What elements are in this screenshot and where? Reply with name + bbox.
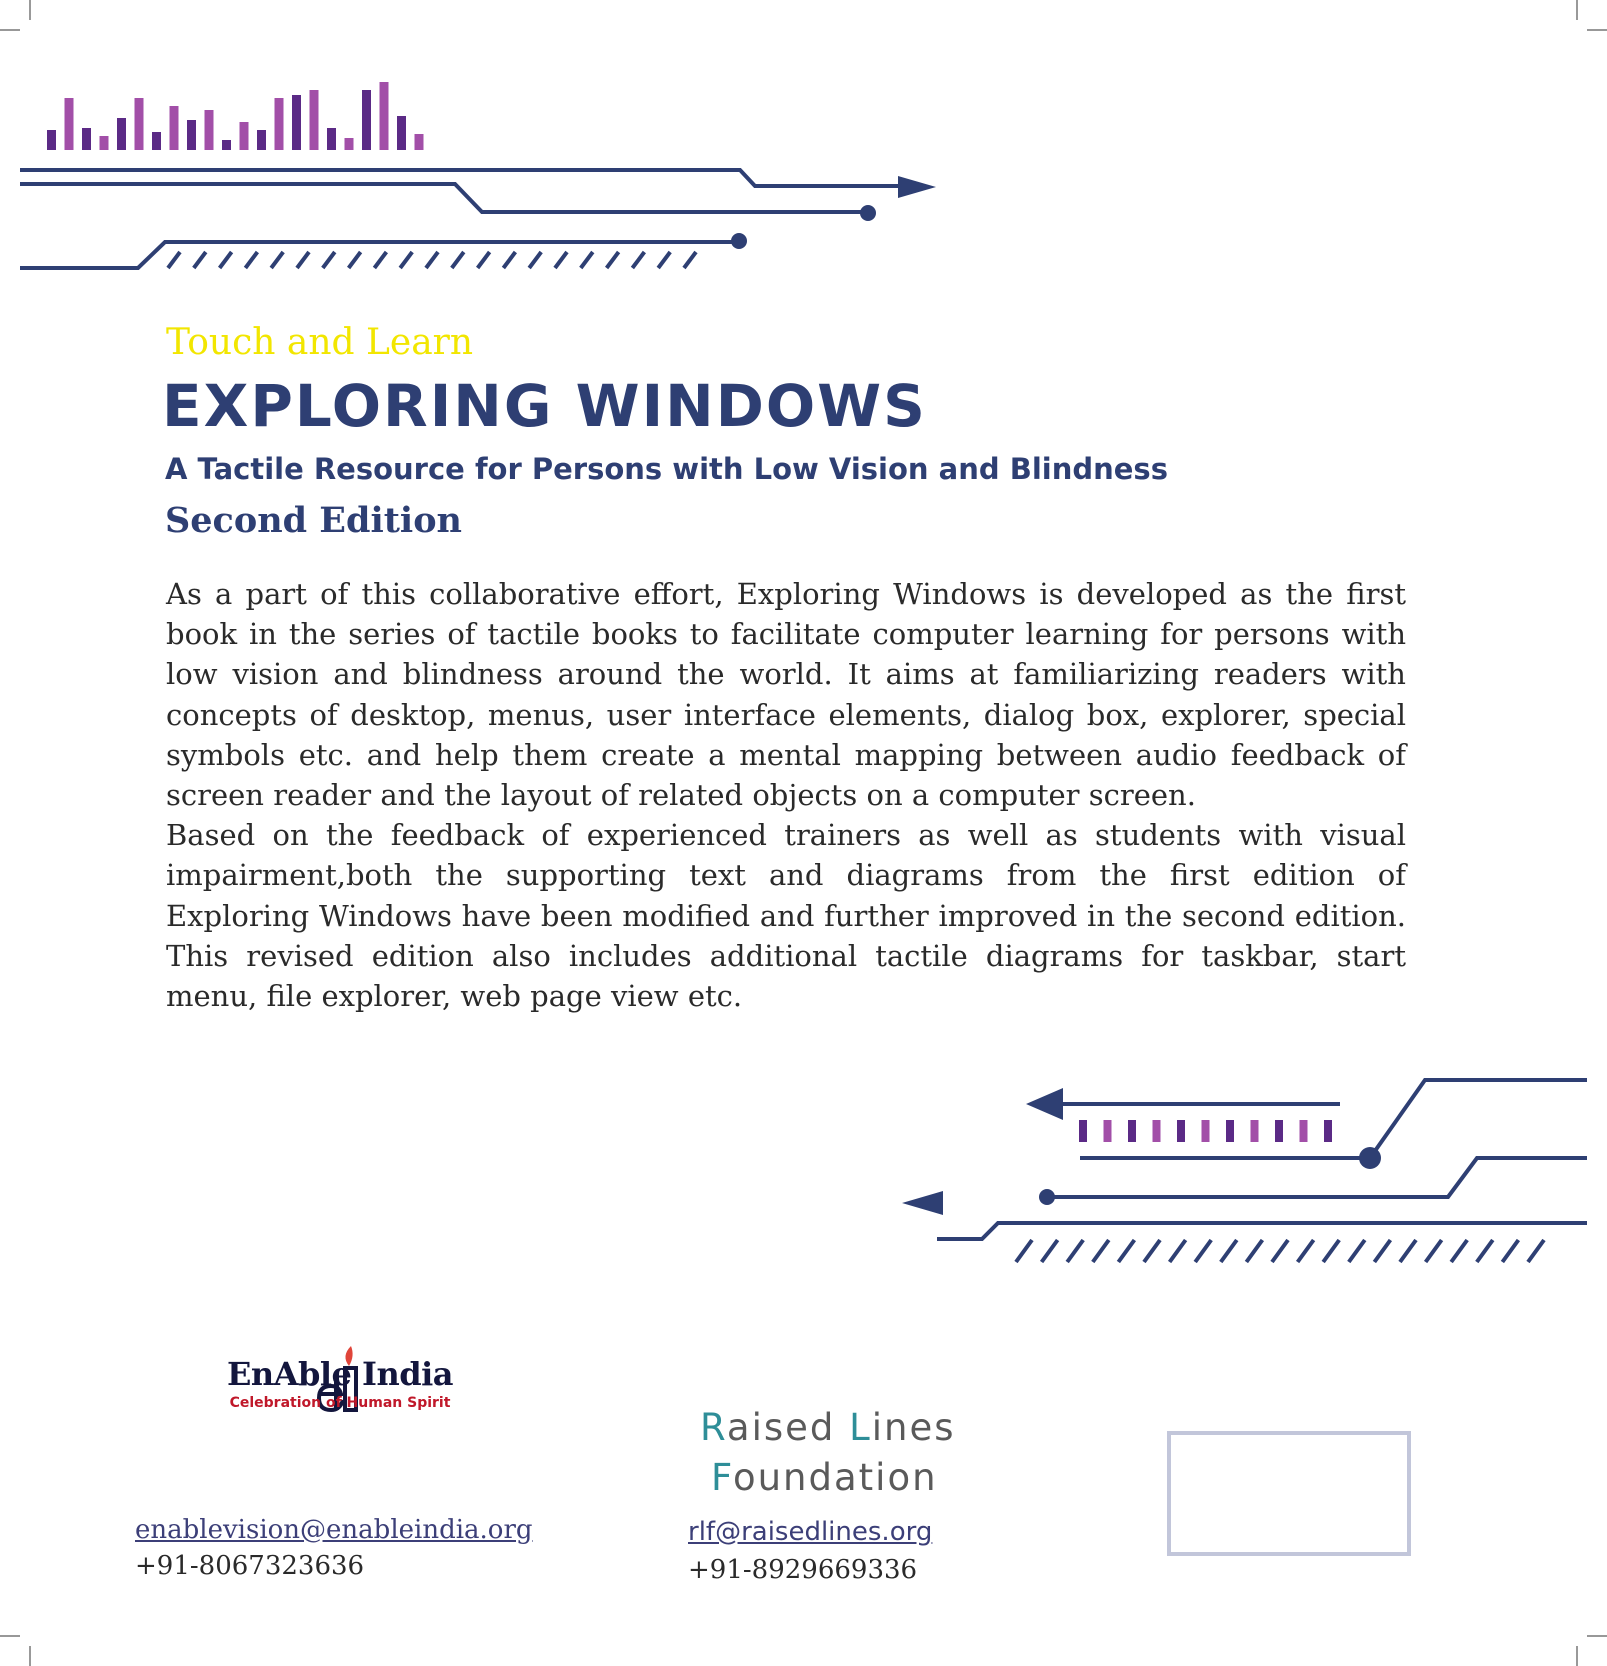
- enable-india-logo: [225, 1355, 455, 1411]
- enable-india-tagline: Celebration of Human Spirit: [229, 1395, 451, 1411]
- book-title: EXPLORING WINDOWS: [162, 372, 927, 440]
- enable-india-phone: +91-8067323636: [135, 1551, 365, 1581]
- enable-india-email-link[interactable]: enablevision@enableindia.org: [135, 1515, 533, 1545]
- series-kicker: Touch and Learn: [166, 322, 474, 363]
- raised-lines-logo-line2: Foundation: [711, 1456, 938, 1499]
- edition-label: Second Edition: [165, 500, 463, 541]
- enable-india-name: EnAble India: [226, 1355, 453, 1393]
- barcode-placeholder-box: [1167, 1431, 1411, 1556]
- description-paragraph: As a part of this collaborative effort, Exploring Windows is developed as the first book in the series of tactile books to facilitate computer learning for persons with low vision and blindness around the world. It aims at familiarizing readers with concepts of desktop, menus, user interface elements, dialog box, explorer, special symbols etc. and help them create a mental mapping between audio feedback of screen reader and the layout of related objects on a computer screen.: [166, 577, 1406, 813]
- raised-lines-logo-line1: Raised Lines: [700, 1406, 956, 1449]
- book-subtitle: A Tactile Resource for Persons with Low Vision and Blindness: [165, 452, 1168, 486]
- raised-lines-phone: +91-8929669336: [688, 1555, 918, 1585]
- raised-lines-email-link[interactable]: rlf@raisedlines.org: [688, 1517, 933, 1547]
- description-paragraph: Based on the feedback of experienced trainers as well as students with visual impairment,both the supporting text and diagrams from the first edition of Exploring Windows have been modified and further improved in the second edition. This revised edition also includes additional tactile diagrams for taskbar, start menu, file explorer, web page view etc.: [166, 818, 1406, 1014]
